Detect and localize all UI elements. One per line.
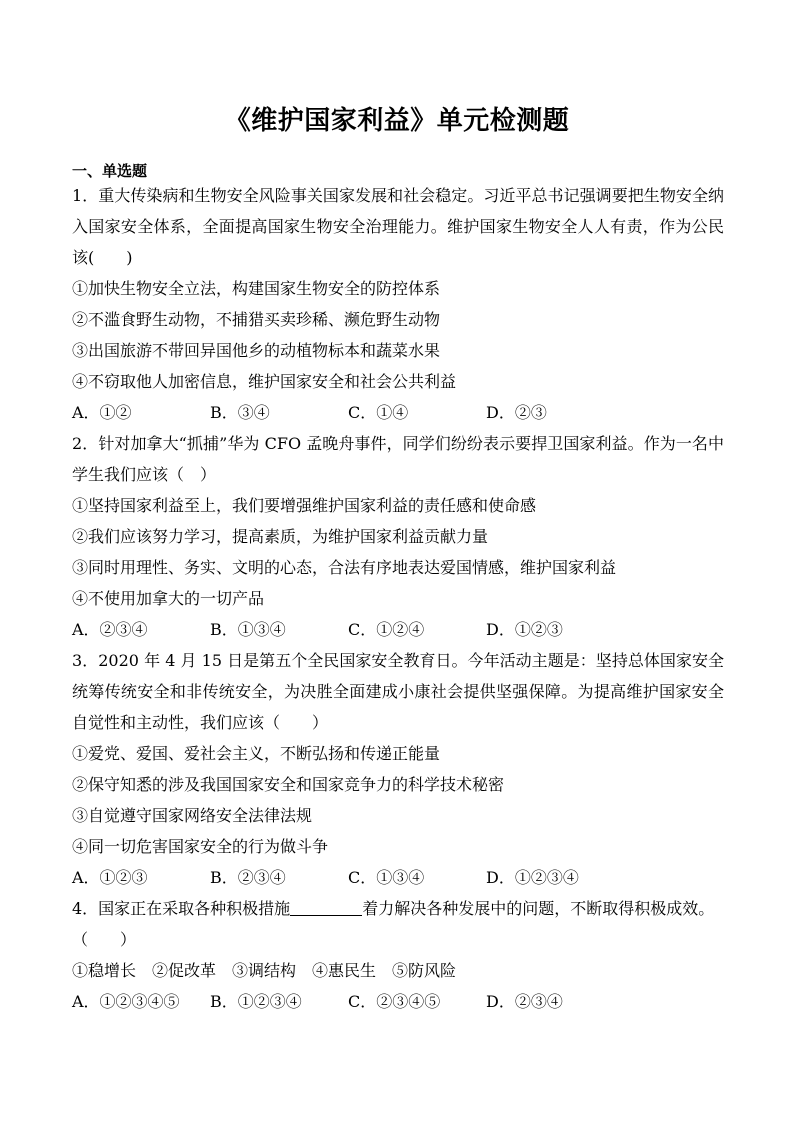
option-a[interactable]: A．①②③④⑤ [72, 992, 180, 1011]
answer-options [72, 862, 724, 893]
section-heading: 一、单选题 [72, 162, 148, 180]
question-2 [72, 428, 724, 645]
question-stem-line: 自觉性和主动性，我们应该（ ） [72, 713, 329, 732]
question-3 [72, 645, 724, 893]
answer-options [72, 986, 724, 1017]
choice-item: ③同时用理性、务实、文明的心态，合法有序地表达爱国情感，维护国家利益 [72, 558, 617, 577]
choice-item: ②保守知悉的涉及我国国家安全和国家竞争力的科学技术秘密 [72, 775, 505, 794]
option-c[interactable]: C．①③④ [348, 868, 425, 887]
choice-item: ①加快生物安全立法，构建国家生物安全的防控体系 [72, 279, 441, 298]
choice-item: ①爱党、爱国、爱社会主义，不断弘扬和传递正能量 [72, 744, 441, 763]
choice-item: ②我们应该努力学习，提高素质，为维护国家利益贡献力量 [72, 527, 489, 546]
question-stem-line: （ ） [72, 930, 137, 949]
option-c[interactable]: C．①④ [348, 403, 409, 422]
question-stem-line: 3．2020 年 4 月 15 日是第五个全民国家安全教育日。今年活动主题是：坚持总体国家安全 [72, 651, 724, 670]
option-d[interactable]: D．②③ [486, 403, 547, 422]
answer-options [72, 614, 724, 645]
option-d[interactable]: D．①②③④ [486, 868, 579, 887]
question-stem-line: 2．针对加拿大“抓捕”华为 CFO 孟晚舟事件，同学们纷纷表示要捍卫国家利益。作为一名中 [72, 434, 724, 453]
choice-item: ④同一切危害国家安全的行为做斗争 [72, 837, 329, 856]
option-b[interactable]: B．③④ [210, 403, 270, 422]
question-stem-line: 1．重大传染病和生物安全风险事关国家发展和社会稳定。习近平总书记强调要把生物安全纳 [72, 186, 724, 205]
choice-item: ①坚持国家利益至上，我们要增强维护国家利益的责任感和使命感 [72, 496, 537, 515]
option-b[interactable]: B．①③④ [210, 620, 286, 639]
question-1 [72, 180, 724, 428]
question-stem-line: 入国家安全体系，全面提高国家生物安全治理能力。维护国家生物安全人人有责，作为公民 [72, 217, 724, 236]
option-d[interactable]: D．②③④ [486, 992, 563, 1011]
option-a[interactable]: A．①②③ [72, 868, 148, 887]
option-a[interactable]: A．①② [72, 403, 132, 422]
option-b[interactable]: B．①②③④ [210, 992, 302, 1011]
question-stem-line: 该( ) [72, 248, 133, 267]
choice-item: ④不使用加拿大的一切产品 [72, 589, 265, 608]
answer-options [72, 397, 724, 428]
question-stem-line: 统筹传统安全和非传统安全，为决胜全面建成小康社会提供坚强保障。为提高维护国家安全 [72, 682, 724, 701]
option-c[interactable]: C．①②④ [348, 620, 425, 639]
option-c[interactable]: C．②③④⑤ [348, 992, 441, 1011]
page-title: 《维护国家利益》单元检测题 [224, 106, 570, 136]
choice-item: ④不窃取他人加密信息，维护国家安全和社会公共利益 [72, 372, 457, 391]
option-a[interactable]: A．②③④ [72, 620, 148, 639]
question-list [72, 180, 724, 1017]
question-stem-line [72, 893, 724, 924]
choice-item: ③出国旅游不带回异国他乡的动植物标本和蔬菜水果 [72, 341, 441, 360]
choice-items-inline: ①稳增长 ②促改革 ③调结构 ④惠民生 ⑤防风险 [72, 961, 457, 980]
choice-item: ③自觉遵守国家网络安全法律法规 [72, 806, 313, 825]
question-stem-line: 学生我们应该（ ） [72, 465, 217, 484]
option-d[interactable]: D．①②③ [486, 620, 563, 639]
question-stem-prefix: 4．国家正在采取各种积极措施 [72, 899, 291, 918]
question-4 [72, 893, 724, 1017]
question-stem-suffix: 着力解决各种发展中的问题，不断取得积极成效。 [362, 899, 715, 918]
choice-item: ②不滥食野生动物，不捕猎买卖珍稀、濒危野生动物 [72, 310, 441, 329]
fill-in-blank[interactable] [290, 897, 362, 916]
option-b[interactable]: B．②③④ [210, 868, 286, 887]
